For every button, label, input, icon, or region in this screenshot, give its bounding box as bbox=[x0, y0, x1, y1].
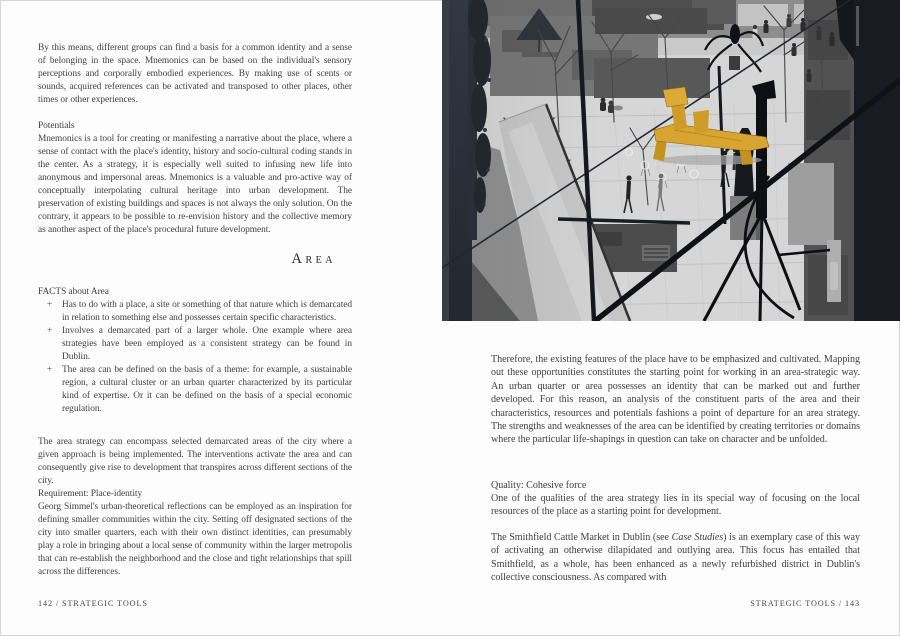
area-section-title: Area bbox=[291, 251, 336, 267]
intro-paragraph: By this means, different groups can find a basis for a common identity and a sense of belonging in the space. Mnemonics can be based on the individual's sensory perceptions and corporally embodied experiences. By making use of scents or sounds, acquired references can be activated and transposed to other places, other times or other experiences. bbox=[38, 43, 352, 105]
page-footer-left: 142 / STRATEGIC TOOLS bbox=[38, 599, 148, 608]
smithfield-text-before: The Smithfield Cattle Market in Dublin (see bbox=[491, 532, 672, 543]
facts-item bbox=[38, 299, 352, 325]
therefore-paragraph: Therefore, the existing features of the place have to be emphasized and cultivated. Mapping out these opportunities constitutes the starting point for working in an area-strategic way. An urban quarter or area possesses an identity that can be marked out and further developed. For this reason, an analysis of the constituent parts of the area and their characteristics, resources and potentials fashions a point of departure for an area strategy. The strengths and weaknesses of the area can be identified by creating territories or domains where the particular life-shapings in question can take on character and be unfolded. bbox=[491, 354, 860, 446]
requirement-paragraph: Georg Simmel's urban-theoretical reflections can be employed as an inspiration for defining smaller communities within the city. Setting off designated sections of the city into smaller quarters, each with their own distinct identities, can presumably play a role in bringing about a local sense of community within the larger metropolis that can re-establish the neighborhood and the close and tight relationships that spill across the differences. bbox=[38, 502, 352, 577]
facts-list bbox=[38, 299, 352, 416]
smithfield-paragraph bbox=[491, 531, 860, 585]
facts-item-text: Involves a demarcated part of a larger whole. One example where area strategies have been employed as a consistent strategy can be found in Dublin. bbox=[62, 326, 352, 362]
quality-heading: Quality: Cohesive force bbox=[491, 480, 587, 491]
courtyard-photo-graphic bbox=[442, 0, 900, 321]
bullet-icon: + bbox=[47, 300, 53, 310]
facts-item-text: Has to do with a place, a site or something of that nature which is demarcated in relation to something else and possesses certain specific characteristics. bbox=[62, 300, 352, 323]
facts-item-text: The area can be defined on the basis of a theme: for example, a sustainable region, a cultural cluster or an urban quarter characterized by its particular kind of expertise. Or it can be defined on the basis of a special economic regulation. bbox=[62, 365, 352, 414]
quality-paragraph: One of the qualities of the area strategy lies in its special way of focusing on the local resources of the place as a starting point for development. bbox=[491, 493, 860, 518]
potentials-heading: Potentials bbox=[38, 121, 75, 131]
potentials-paragraph: Mnemonics is a tool for creating or manifesting a narrative about the place, where a sense of contact with the place's identity, history and socio-cultural coding stands in the center. As a strategy, it is especially well suited to infusing new life into anonymous and impersonal areas. Mnemonics is a valuable and pro-active way of conceptually interpolating cultural heritage into urban development. The preservation of existing buildings and spaces is not always the only solution. On the contrary, it appears to be possible to re-envision history and the collective memory as another aspect of the place's procedural future development. bbox=[38, 134, 352, 235]
page-footer-right: STRATEGIC TOOLS / 143 bbox=[750, 599, 860, 608]
smithfield-text-after: ) is an exemplary case of this way of activating an otherwise dilapidated and outlying area. This focus has entailed that Smithfield, as a whole, has been enhanced as a newly refurbished district in Dublin's collective consciousness. As compared with bbox=[491, 532, 860, 584]
case-studies-reference: Case Studies bbox=[671, 532, 724, 543]
courtyard-photo bbox=[442, 0, 900, 321]
requirement-heading: Requirement: Place-identity bbox=[38, 489, 143, 499]
facts-item bbox=[38, 325, 352, 364]
strategy-paragraph: The area strategy can encompass selected demarcated areas of the city where a given approach is being implemented. The interventions activate the area and can consequently give rise to development that transpires across different sections of the city. bbox=[38, 437, 352, 486]
facts-item bbox=[38, 364, 352, 416]
bullet-icon: + bbox=[47, 326, 53, 336]
facts-heading: FACTS about Area bbox=[38, 287, 109, 297]
bullet-icon: + bbox=[47, 365, 53, 375]
